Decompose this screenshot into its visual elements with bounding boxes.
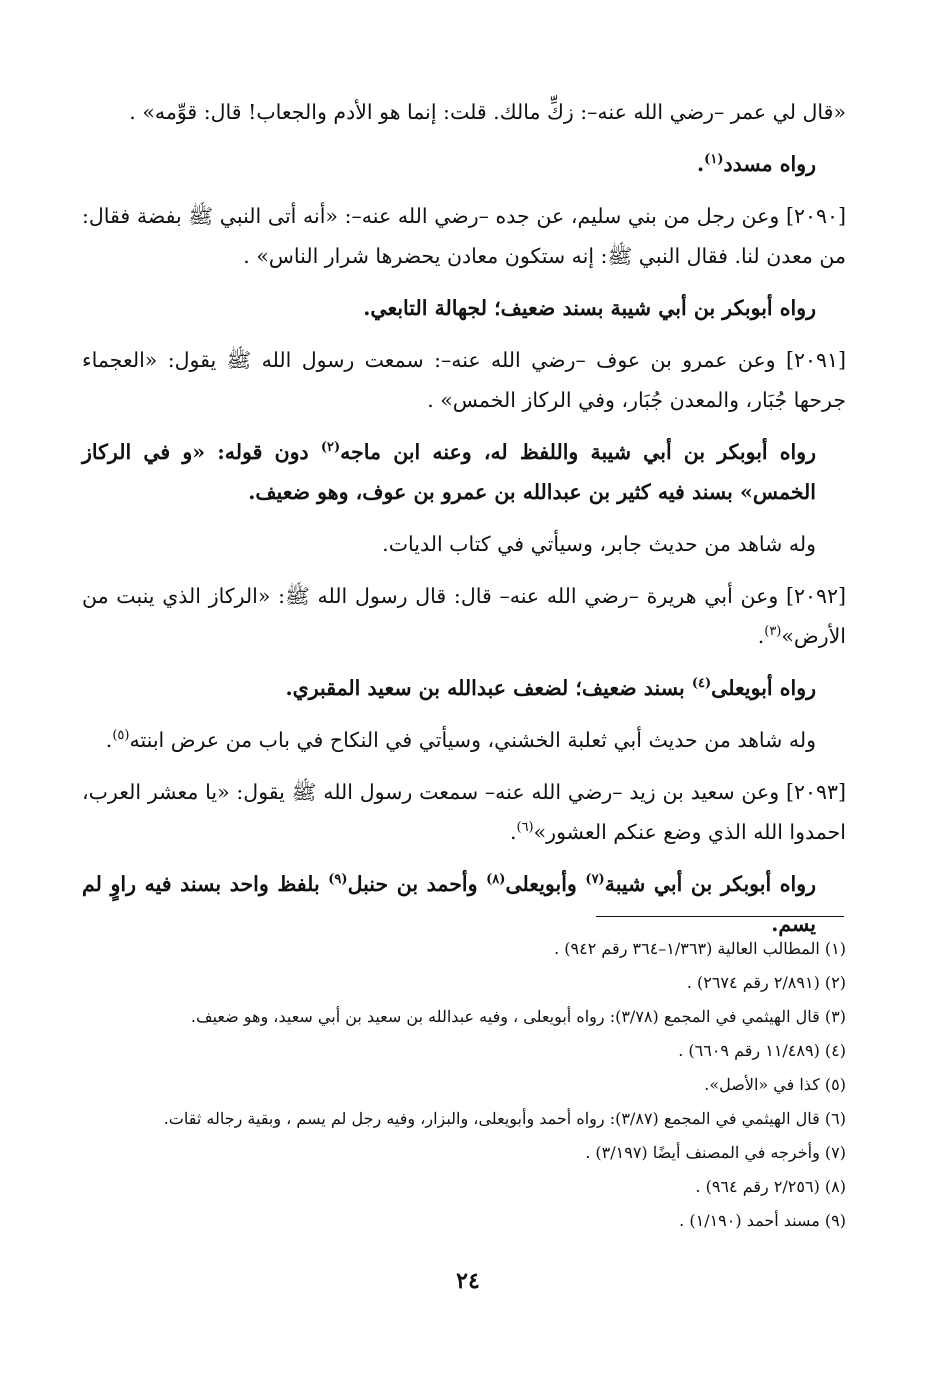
footnote-ref-7: (٧) [585, 872, 605, 888]
hadith-2091-text: [٢٠٩١] وعن عمرو بن عوف –رضي الله عنه–: سمعت رسول الله ﷺ يقول: «العجماء جرحها جُبَار، والمعدن جُبَار، وفي الركاز الخمس» . [82, 348, 846, 412]
footnote-ref-6: (٦) [516, 820, 534, 836]
hadith-2092-text: [٢٠٩٢] وعن أبي هريرة –رضي الله عنه– قال: قال رسول الله ﷺ: «الركاز الذي ينبت من الأرض» [82, 584, 846, 648]
main-text [82, 92, 846, 956]
period: . [757, 624, 765, 648]
paragraph-2 [82, 144, 846, 184]
footnote-ref-2: (٢) [320, 440, 341, 456]
narration-text: رواه مسدد [723, 152, 816, 176]
footnote-9: (٩) مسند أحمد (١/١٩٠) . [679, 1211, 846, 1230]
narration-text: رواه أبوبكر بن أبي شيبة [604, 872, 817, 896]
narration-text-cont: وأبويعلى [505, 872, 586, 896]
hadith-2090 [82, 196, 846, 276]
page-number: ٢٤ [456, 1268, 480, 1294]
hadith-2092 [82, 576, 846, 656]
footnote-2: (٢) (٢/٨٩١ رقم ٢٦٧٤) . [686, 973, 846, 992]
narration-text-cont: بسند ضعيف؛ لضعف عبدالله بن سعيد المقبري. [285, 676, 692, 700]
footnote-8: (٨) (٢/٢٥٦ رقم ٩٦٤) . [695, 1177, 846, 1196]
quote-text: «قال لي عمر –رضي الله عنه–: زكِّ مالك. قلت: إنما هو الأدم والجعاب! قال: قوِّمه» . [129, 100, 846, 124]
narration-text-cont: دون قوله: «و في الركاز الخمس» بسند فيه كثير بن عبدالله بن عمرو بن عوف، وهو ضعيف. [82, 440, 816, 504]
paragraph-4 [82, 288, 846, 328]
period: . [697, 152, 705, 176]
narration-text: رواه أبوبكر بن أبي شيبة بسند ضعيف؛ لجهالة التابعي. [363, 296, 816, 320]
narration-text-cont: وأحمد بن حنبل [347, 872, 487, 896]
footnote-ref-3: (٣) [764, 624, 782, 640]
footnote-ref-8: (٨) [486, 872, 506, 888]
period: . [105, 728, 113, 752]
paragraph-10 [82, 720, 846, 760]
narration-text: رواه أبويعلى [711, 676, 816, 700]
footnote-ref-1: (١) [704, 152, 724, 168]
witness-text: وله شاهد من حديث أبي ثعلبة الخشني، وسيأتي في النكاح في باب من عرض ابنته [129, 728, 816, 752]
paragraph-1 [82, 92, 846, 132]
footnotes-list [82, 932, 846, 1238]
hadith-2090-text: [٢٠٩٠] وعن رجل من بني سليم، عن جده –رضي الله عنه–: «أنه أتى النبي ﷺ بفضة فقال: من معدن لنا. فقال النبي ﷺ: إنه ستكون معادن يحضرها شرار الناس» . [82, 204, 846, 268]
witness-text: وله شاهد من حديث جابر، وسيأتي في كتاب الديات. [382, 532, 816, 556]
footnote-7: (٧) وأخرجه في المصنف أيضًا (٣/١٩٧) . [585, 1143, 846, 1162]
footnote-5: (٥) كذا في «الأصل». [704, 1075, 846, 1094]
paragraph-6 [82, 432, 846, 512]
period: . [509, 820, 517, 844]
narration-text-cont: بلفظ واحد بسند فيه راوٍ لم يسم. [82, 872, 816, 936]
hadith-2093 [82, 772, 846, 852]
paragraph-9 [82, 668, 846, 708]
hadith-2091 [82, 340, 846, 420]
footnote-1: (١) المطالب العالية (١/٣٦٣–٣٦٤ رقم ٩٤٢) . [554, 939, 846, 958]
footnote-ref-4: (٤) [691, 676, 712, 692]
footnote-3: (٣) قال الهيثمي في المجمع (٣/٧٨): رواه أبويعلى ، وفيه عبدالله بن سعيد بن أبي سعيد، وهو ضعيف. [190, 1007, 846, 1026]
footnote-ref-5: (٥) [112, 728, 130, 744]
footnote-6: (٦) قال الهيثمي في المجمع (٣/٨٧): رواه أحمد وأبويعلى، والبزار، وفيه رجل لم يسم ، وبقية رجاله ثقات. [163, 1109, 846, 1128]
footnote-ref-9: (٩) [328, 872, 348, 888]
narration-text: رواه أبوبكر بن أبي شيبة واللفظ له، وعنه ابن ماجه [340, 440, 817, 464]
footnote-4: (٤) (١١/٤٨٩ رقم ٦٦٠٩) . [678, 1041, 846, 1060]
footnote-separator [596, 916, 844, 917]
hadith-2093-text: [٢٠٩٣] وعن سعيد بن زيد –رضي الله عنه– سمعت رسول الله ﷺ يقول: «يا معشر العرب، احمدوا الله الذي وضع عنكم العشور» [82, 780, 846, 844]
paragraph-7 [82, 524, 846, 564]
